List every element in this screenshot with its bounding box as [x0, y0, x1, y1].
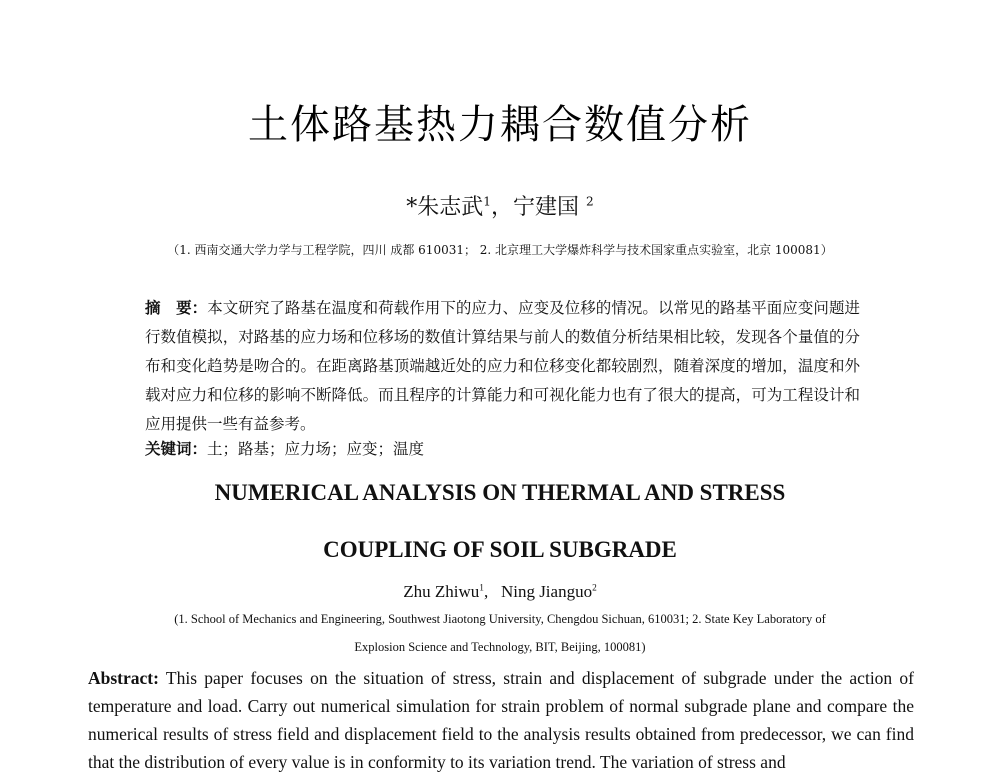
chinese-keywords-label: 关键词：	[145, 439, 208, 458]
english-abstract-text: This paper focuses on the situation of stress, strain and displacement of subgrade under the action of temperature and load. Carry out numerical simulation for strain problem of normal subgrade plane and compare the numerical results of stress field and displacement field to the analysis results obtained from predecessor, we can find that the distribution of every value is in conformity to its variation trend. The variation of stress and	[88, 668, 914, 772]
chinese-keywords-text: 土；路基；应力场；应变；温度	[207, 440, 425, 458]
chinese-title: 土体路基热力耦合数值分析	[248, 102, 752, 148]
author-1-superscript: 1	[483, 194, 491, 209]
author-asterisk: *	[406, 195, 418, 220]
english-abstract	[88, 664, 914, 776]
english-abstract-label: Abstract:	[88, 668, 159, 688]
english-authors	[0, 582, 1000, 602]
chinese-keywords	[145, 437, 424, 459]
en-author-2-superscript: 2	[592, 583, 597, 594]
en-author-1-name: Zhu Zhiwu	[403, 582, 480, 601]
author-2-name: 宁建国	[513, 195, 580, 220]
author-1-name: 朱志武	[417, 195, 484, 220]
en-author-1-superscript: 1	[479, 583, 484, 594]
english-title-line-2: COUPLING OF SOIL SUBGRADE	[323, 537, 677, 562]
chinese-abstract	[145, 293, 860, 439]
author-separator: ，	[490, 195, 513, 220]
chinese-authors	[0, 190, 1000, 221]
en-author-2-name: Ning Jianguo	[500, 582, 593, 601]
chinese-abstract-text: 本文研究了路基在温度和荷载作用下的应力、应变及位移的情况。以常见的路基平面应变问题进行数值模拟，对路基的应力场和位移场的数值计算结果与前人的数值分析结果相比较，发现各个量值的分布和变化趋势是吻合的。在距离路基顶端越近处的应力和位移变化都较剧烈，随着深度的增加，温度和外载对应力和位移的影响不断降低。而且程序的计算能力和可视化能力也有了很大的提高，可为工程设计和应用提供一些有益参考。	[145, 299, 860, 433]
chinese-affiliation: （1. 西南交通大学力学与工程学院，四川 成都 610031； 2. 北京理工大学爆炸科学与技术国家重点实验室，北京 100081）	[167, 243, 833, 257]
chinese-abstract-label: 摘 要：	[145, 298, 208, 317]
english-affiliation-line-1: (1. School of Mechanics and Engineering, Southwest Jiaotong University, Chengdou Sichuan, 610031; 2. State Key Laboratory of	[174, 612, 826, 626]
en-author-separator: ,	[483, 582, 489, 601]
english-affiliation-line-2: Explosion Science and Technology, BIT, Beijing, 100081)	[354, 640, 646, 654]
english-title-line-1: NUMERICAL ANALYSIS ON THERMAL AND STRESS	[214, 480, 786, 505]
author-2-superscript: 2	[586, 194, 594, 209]
